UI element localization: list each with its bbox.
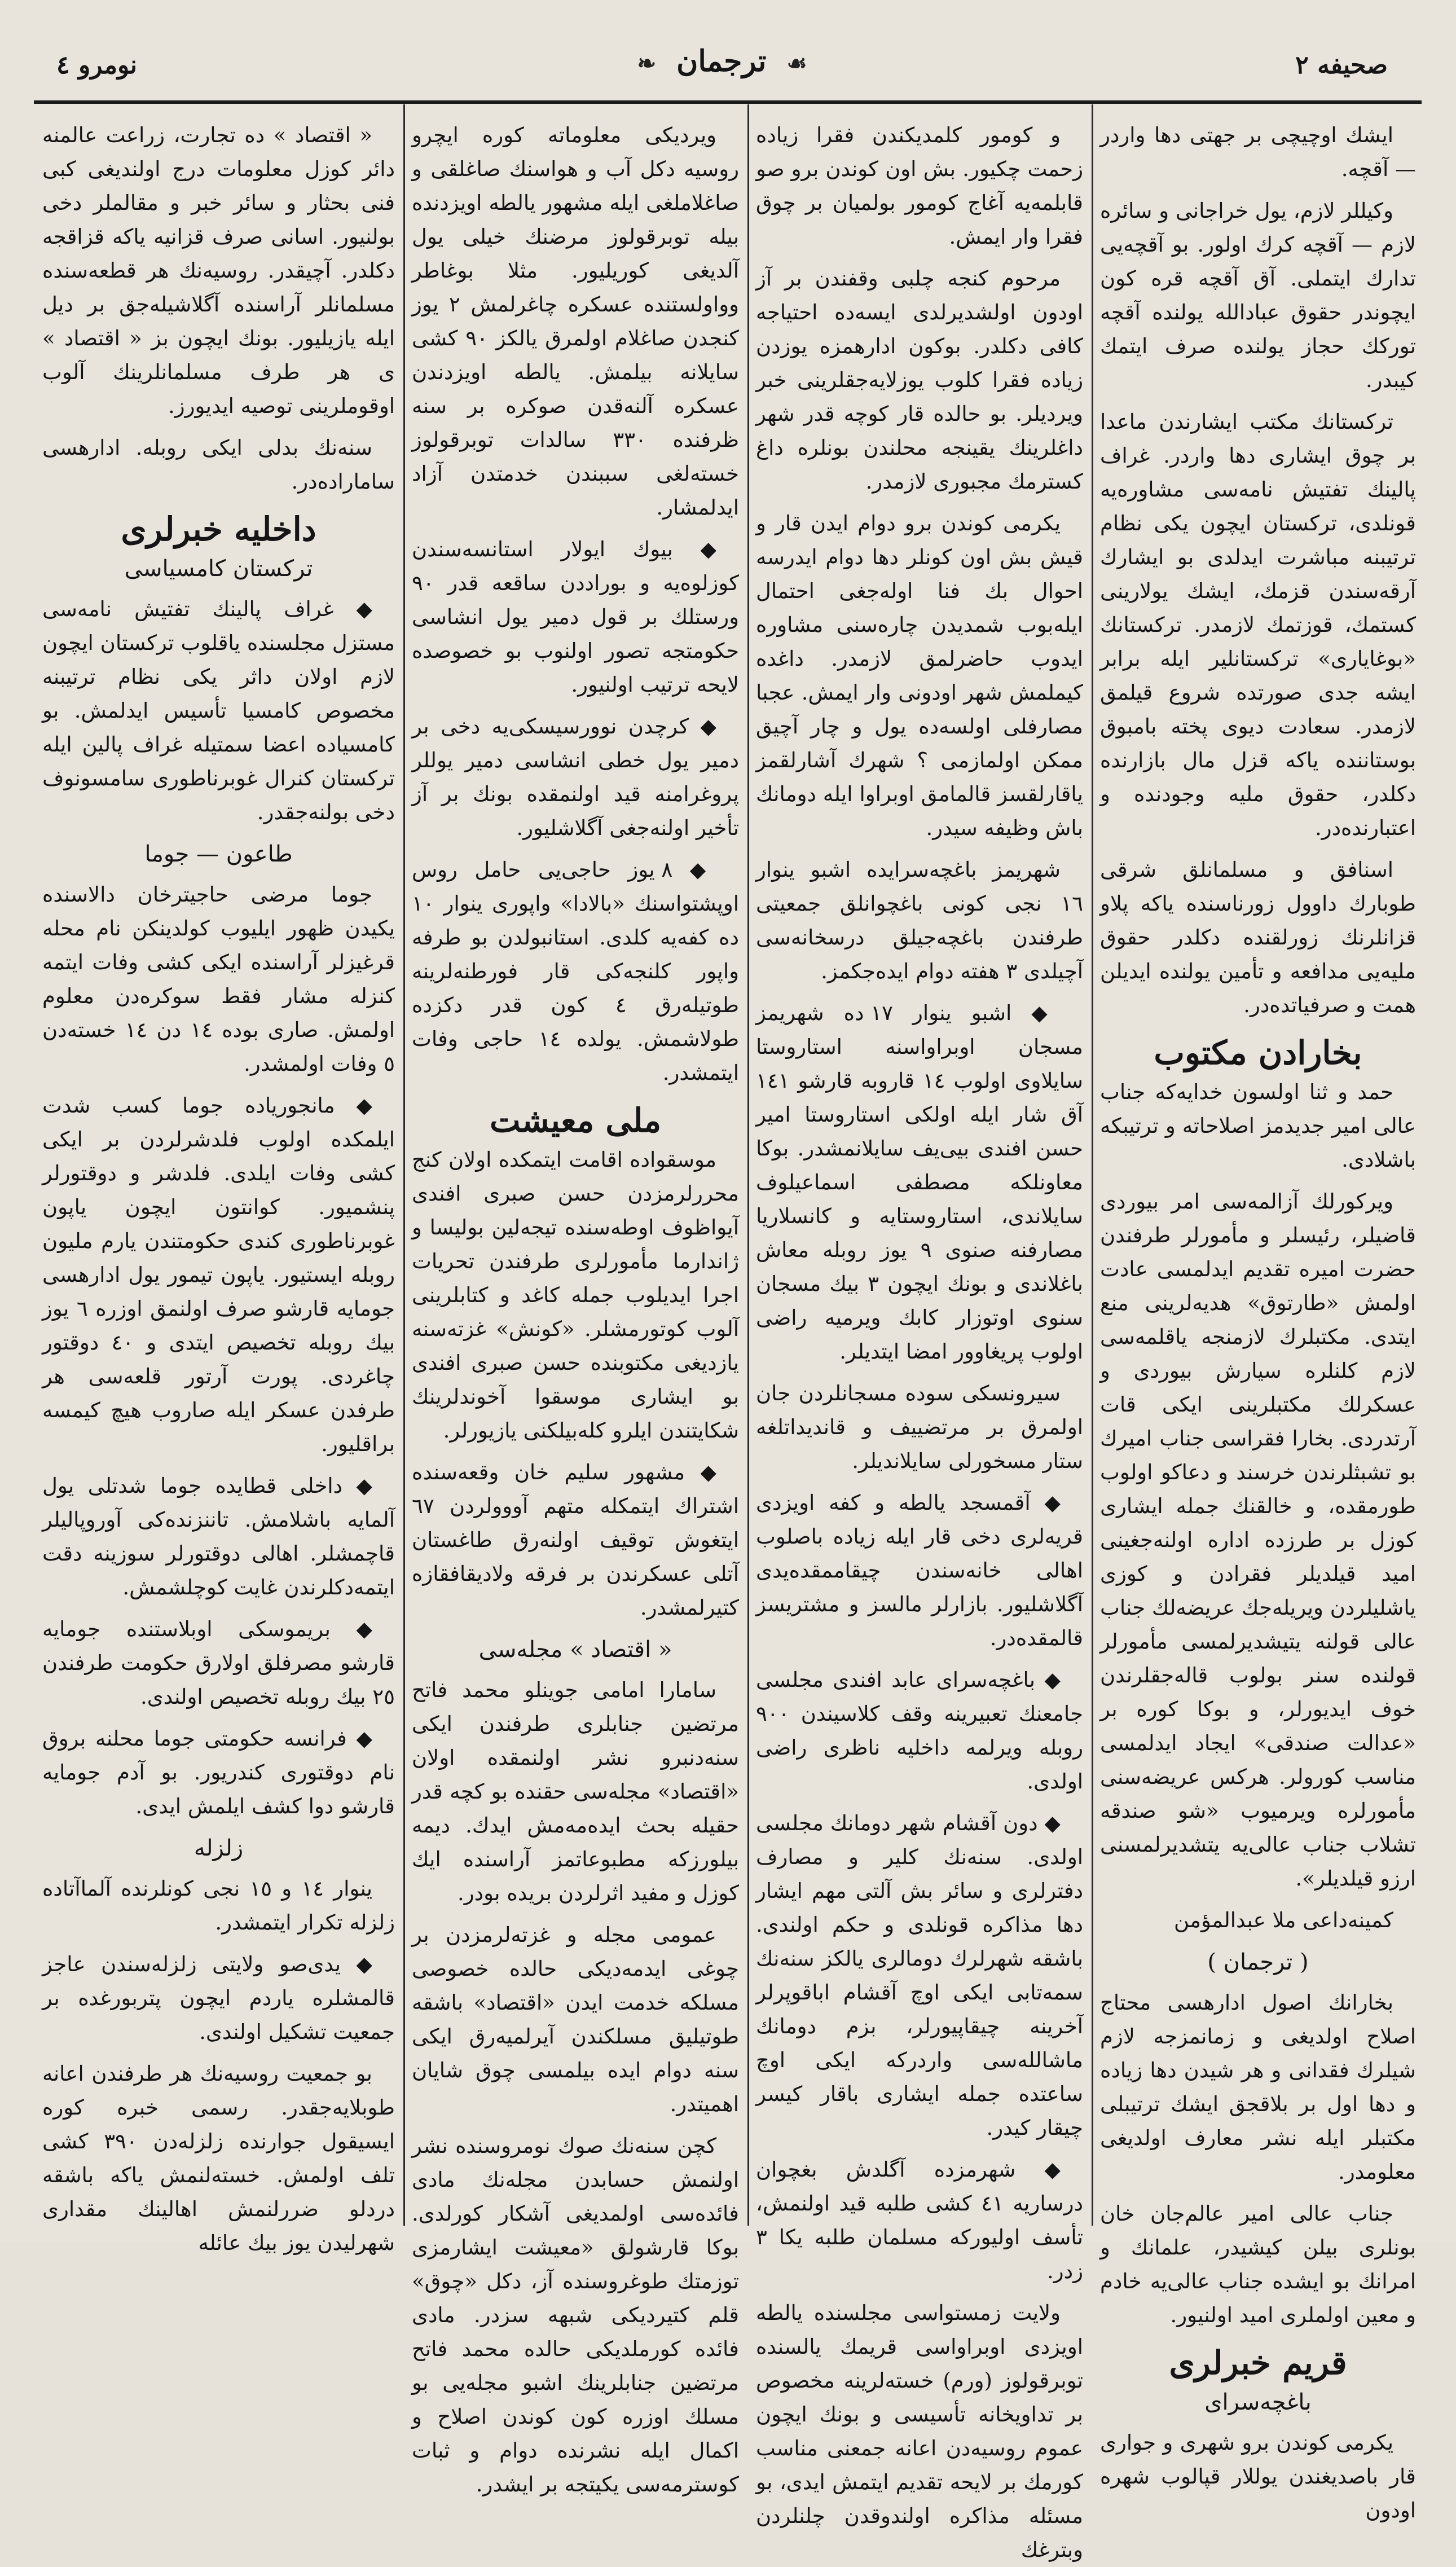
article-paragraph: اسنافق و مسلمانلق شرقی طوبارك داوول زورناسنده یاکه پلاو قزانلرنك زورلقنده دکلدر حقوق ملیه‌یی مدافعه و تأمین یولنده ایدیلن همت و صرفیاتده‌در. [1100, 858, 1416, 1017]
article-paragraph: ◆ اشبو ینوار ١٧ ده شهریمز مسجان اوبراواسنه استاروستا سایلاوی اولوب ١٤ قاروبه قارشو ١٤١ آق شار ایله اولکی استاروستا امیر حسن افندی بیی‌یف سایلانمشدر. بوکا معاونلکه مصطفی اسماعیلوف سایلاندی، استاروستایه و کانسلاریا مصارفنه صنوی ٩ یوز روبله معاش باغلاندی و بونك ایچون ٣ بیك مسجان سنوی اوتوزار کابك ویرمیه راضی اولوب پریغاوور امضا ایتدیلر. [756, 1001, 1084, 1364]
article-paragraph: وکیللر لازم، یول خراجانی و سائره لازم — آقچه کرك اولور. بو آقچه‌یی تدارك ایتملی. آق آقچه قره کون ایچوندر حقوق عبادالله یولنده آقچه تورکك حجاز یولنده صرف ایتمك کیبدر. [1100, 199, 1416, 392]
column-rule-1 [1092, 104, 1093, 2226]
article-paragraph: یکرمی کوندن برو دوام ایدن قار و قیش بش اون کونلر دها دوام ایدرسه احوال بك فنا اوله‌جغی احتمال ایله‌بوب شمدیدن چاره‌سنی مشاوره ایدوب حاضرلمق لازمدر. داغده کیملمش شهر اودونی وار ایمش. عجبا مصارفلی اولسه‌ده یول و چار آچیق ممکن اولمازمی ؟ شهرك آشارلقمز یاقارلقسز قالمامق اوبراوا ایله دومانك باش وظیفه سیدر. [756, 511, 1083, 840]
article-paragraph: ◆ کرچدن نوورسیسکی‌یه دخی بر دمیر یول خطی انشاسی دمیر یوللر پروغرامنه قید اولنمقده بونك بر آز تأخیر اولنه‌جغی آگلاشلیور. [412, 714, 739, 840]
section-heading: بخارادن مکتوب [1154, 1034, 1362, 1072]
article-paragraph: و کومور کلمدیکندن فقرا زیاده زحمت چکیور. بش اون کوندن برو صو قابلمه‌یه آغاج کومور بولمیان بر چوق فقرا وار ایمش. [756, 123, 1083, 249]
column-1 [1100, 118, 1416, 2522]
article-paragraph: عمومی مجله و غزته‌لرمزدن بر چوغی ایدمه‌دیکی حالده خصوصی مسلکه خدمت ایدن «اقتصاد» باشقه طوتیلیق مسلکندن آیرلمیه‌رق ایکی سنه دوام ایده بیلمسی چوق شایان اهمیتدر. [412, 1923, 739, 2116]
issue-label: نومرو ٤ [56, 51, 138, 80]
page-label: صحیفه ۲ [1295, 51, 1388, 80]
newspaper-title [627, 44, 817, 78]
section-subheading: طاعون — جوما [144, 841, 293, 867]
article-paragraph: حمد و ثنا اولسون خدایه‌که جناب عالی امیر جدیدمز اصلاحاته و ترتیبکه باشلادی. [1100, 1080, 1416, 1172]
article-paragraph: ینوار ١٤ و ١٥ نجی کونلرنده آلماآتاده زلزله تکرار ایتمشدر. [42, 1876, 395, 1935]
article-paragraph: موسقواده اقامت ایتمکده اولان کنج محررلرمزدن حسن صبری افندی آیواظوف اوطه‌سنده تیجه‌لین بولیسا و ژاندارما مأمورلری طرفندن تحریات اجرا ایدیلوب جمله کاغد و کتابلرینی آلوب کوتورمشلر. «کونش» غزته‌سنه یازدیغی مکتوبنده حسن صبری افندی بو ایشاری موسقوا آخوندلرینك شکایتندن ایلرو کله‌بیلکنی یازیورلر. [412, 1148, 739, 1443]
article-paragraph: ◆ بریموسکی اوبلاستنده جومایه قارشو مصرفلق اولارق حکومت طرفندن ٢٥ بیك روبله تخصیص اولندی. [42, 1617, 395, 1709]
article-paragraph: ◆ باغچه‌سرای عابد افندی مجلسی جامعنك تعبیرینه وقف کلاسیندن ٩٠٠ روبله ویرلمه داخلیه ناظری راضی اولدی. [756, 1668, 1083, 1794]
newspaper-title-text: ترجمان [676, 44, 767, 78]
section-subheading: « اقتصاد » مجله‌سی [478, 1637, 672, 1663]
article-paragraph: کچن سنه‌نك صوك نومروسنده نشر اولنمش حسابدن مجله‌نك مادی فائده‌سی اولمدیغی آشکار کورلدی. بوکا قارشولق «معیشت ایشارمزی توزمتك طوغروسنده آز، دکل «چوق» قلم کتیردیکی شبهه سزدر. مادی فائده کورملدیکی حالده محمد فاتح مرتضین جنابلرینك اشبو مجله‌یی بو مسلك اوزره کون کوندن اصلاح و اکمال ایله نشرنده دوام و ثبات کوسترمه‌سی یکیتجه بر ایشدر. [412, 2134, 739, 2496]
masthead-rule [34, 100, 1422, 104]
section-subheading: ( ترجمان ) [1207, 1949, 1309, 1975]
article-paragraph: کمینه‌داعی ملا عبدالمؤمن [1174, 1908, 1393, 1932]
article-paragraph: ◆ ٨ یوز حاجی‌یی حامل روس اوپشتواسنك «بالادا» واپوری ینوار ١٠ ده کفه‌یه کلدی. استانبولدن بو طرفه واپور کلنجه‌کی قار فورطنه‌لرینه طوتیله‌رق ٤ کون قدر دکزده طولاشمش. یولده ١٤ حاجی وفات ایتمشدر. [412, 858, 739, 1085]
article-paragraph: جناب عالی امیر عالم‌جان خان بونلری بیلن کیشیدر، علمانك و امرانك بو ایشده جناب عالی‌یه خادم و معین اولملری امید اولنیور. [1100, 2201, 1416, 2327]
article-paragraph: ◆ یدی‌صو ولایتی زلزله‌سندن عاجز قالمشلره یاردم ایچون پتربورغده بر جمعیت تشکیل اولندی. [42, 1952, 395, 2044]
article-paragraph: ◆ مانجوریاده جوما کسب شدت ایلمکده اولوب فلدشرلردن بر ایکی کشی وفات ایلدی. فلدشر و دوقتورلر پنشمیور. کوانتون ایچون یاپون غوبرناطوری کندی حکومتندن یارم ملیون روبله ایستیور. یاپون تیمور یول ادارهسی جومایه قارشو صرف اولنمق اوزره ٦ یوز بیك روبله تخصیص ایتدی و ٤٠ دوقتور چاغردی. پورت آرتور قلعه‌سی هر طرفدن عسکر ایله صاروب هیچ کیمسه براقلیور. [42, 1093, 395, 1456]
article-paragraph: سامارا امامی جوینلو محمد فاتح مرتضین جنابلری طرفندن ایکی سنه‌دنبرو نشر اولنمقده اولان «اقتصاد» مجله‌سی حقنده بو کچه قدر حقیله بحث ایده‌مه‌مش ایدك. دیمه بیلورزکه مطبوعاتمز آراسنده ایك کوزل و مفید اثرلردن بریده بودر. [412, 1678, 739, 1905]
section-subheading: زلزله [193, 1835, 244, 1861]
article-paragraph: ترکستانك مکتب ایشارندن ماعدا بر چوق ایشاری دها واردر. غراف پالینك تفتیش نامه‌سی مشاوره‌یه قونلدی، ترکستان ایچون یکی نظام ترتیبنه مباشرت ایدلدی بو ایشارك آرقه‌سندن قزمك، ایشك یولارینی کستمك، قوزتمك لازمدر. ترکستانك «بوغایاری» ترکستانلیر ایله برابر ایشه جدی صورتده شروع قیلمق لازمدر. سعادت دیوی پخته بامبوق بوستاننده یاکه قزل مال بازارنده دکلدر، حقوق ملیه وجودنده و اعتبارنده‌در. [1100, 410, 1416, 840]
section-heading: داخلیه خبرلری [121, 510, 316, 548]
article-paragraph: ◆ داخلی قطایده جوما شدتلی یول آلمایه باشلامش. تاننزنده‌کی آوروپالیلر قاچمشلر. اهالی دوقتورلر سوزینه دقت ایتمه‌دکلرندن غایت کوچلشمش. [42, 1474, 395, 1599]
article-paragraph: ایشك اوچیچی بر جهتی دها واردر — آقچه. [1100, 123, 1416, 181]
section-heading: ملی معیشت [489, 1101, 662, 1140]
article-paragraph: ◆ دون آقشام شهر دومانك مجلسی اولدی. سنه‌نك کلیر و مصارف دفترلری و سائر بش آلتی مهم ایشار دها مذاکره قونلدی و حکم اولندی. باشقه شهرلرك دومالری یالکز سنه‌نك سمه‌تابی ایکی اوچ آقشام اباقوپرلر آخرینه چیقاپیورلر، بزم دومانك ماشالله‌سی واردرکه ایکی اوچ ساعتده جمله ایشاری باقار کیسر چیقار کیدر. [756, 1811, 1083, 2140]
article-paragraph: یکرمی کوندن برو شهری و جواری قار باصدیغندن یوللار قپالوب شهره اودون [1100, 2430, 1416, 2522]
column-rule-3 [403, 104, 405, 2226]
article-paragraph: ◆ بیوك ایولار استانسه‌سندن کوزلوه‌یه و بوراددن ساقعه قدر ٩٠ ورستلك بر قول دمیر یول انشاسی حکومتجه تصور اولنوب بو خصوصده لایحه ترتیب اولنیور. [412, 537, 739, 697]
article-paragraph: ◆ غراف پالینك تفتیش نامه‌سی مستزل مجلسنده یاقلوب ترکستان ایچون لازم اولان داثر یکی نظام ترتیبنه مخصوص کامسیا تأسیس ایدلمش. بو کامسیاده اعضا سمتیله غراف پالین ایله ترکستان کنرال غوبرناطوری سامسونوف دخی بولنه‌جقدر. [42, 597, 395, 824]
column-3 [412, 118, 739, 2496]
article-paragraph: جوما مرضی حاجیترخان دالاسنده یکیدن ظهور ایلیوب کولدینکن نام محله قرغیزلر آراسنده ایکی کشی وفات ایتمه کنزله مشار فقط سوکره‌دن معلوم اولمش. صاری بوده ١٤ دن ١٤ خسته‌دن ٥ وفات اولمشدر. [42, 882, 395, 1076]
article-paragraph: ◆ آقمسجد یالطه و کفه اویزدی قریه‌لری دخی قار ایله زیاده باصلوب اهالی خانه‌سندن چیقاممقده‌یدی آگلاشلیور. بازارلر مالسز و مشتریسز قالمقده‌در. [756, 1491, 1083, 1650]
column-2 [756, 118, 1084, 2562]
article-paragraph: بو جمعیت روسیه‌نك هر طرفندن اعانه طوبلایه‌جقدر. رسمی خبره کوره ایسیقول جوارنده زلزله‌دن ٣٩٠ کشی تلف اولمش. خسته‌لنمش یاکه باشقه دردلو ضررلنمش اهالینك مقداری شهرلیدن یوز بیك عائله [42, 2061, 395, 2255]
article-paragraph: ولایت زمستواسی مجلسنده یالطه اویزدی اوبراواسی قریمك یالسنده توبرقولوز (ورم) خسته‌لرینه مخصوص بر تداویخانه تأسیسی و بونك ایچون عموم روسیه‌دن اعانه جمعنی مناسب کورمك بر لایحه تقدیم ایتمش ایدی، بو مسئله مذاکره اولندوقدن چلنلردن وبترغك [756, 2301, 1083, 2562]
column-rule-2 [747, 104, 749, 2226]
article-paragraph: ◆ شهرمزده آگلدش بغچوان درساریه ٤١ کشی طلبه قید اولنمش، تأسف اولیورکه مسلمان طلبه یکا ٣ زدر. [756, 2157, 1083, 2283]
article-paragraph: ویرکورلك آزالمه‌سی امر بیوردی قاضیلر، رئیسلر و مأمورلر طرفندن حضرت امیره تقدیم ایدلمسی عادت اولمش «طارتوق» هدیه‌لرینی منع ایتدی. مکتبلرك لازمنجه یاقلمه‌سی لازم کلنلره سیارش بیوردی و عسکرلك مکتبلرینی ایکی قات آرتدردی. بخارا فقراسی جناب امیرك بو تشبثلرندن خرسند و دعاکو اولوب طورمقده، و خالقنك جمله ایشاری کوزل بر طرزده اداره اولنه‌جغینی امید قیلدیلر فقرادن و کوزی یاشلیلردن ویریله‌جك عریضه‌لك جناب عالی قولنه یتیشدیرلمسی مأمورلر قولنده سنر بولوب قاله‌جقلرندن خوف ایدیورلر، و بوکا کوره بر «عدالت صندقی» ایجاد ایدلمسی مناسب کورولر. هرکس عریضه‌سنی مأمورلره ویرمیوب «شو صندقه تشلاب جناب عالی‌یه یتشدیرلمسنی ارزو قیلدیلر». [1100, 1189, 1416, 1891]
article-paragraph: سنه‌نك بدلی ایکی روبله. ادارهسی سامارا‌ده‌در. [42, 436, 395, 494]
article-paragraph: شهریمز باغچه‌سرایده اشبو ینوار ١٦ نجی کونی باغچوانلق جمعیتی طرفندن باغچه‌جیلق درسخانه‌سی آچیلدی ٣ هفته دوام ایده‌جکمز. [756, 858, 1083, 983]
article-paragraph: مرحوم کنجه چلبی وقفندن بر آز اودون اولشدیرلدی ایسه‌ده احتیاجه کافی دکلدر. بوکون ادارهمزه یوزدن زیاده فقرا کلوب یوزلایه‌جقلرینی خبر ویردیلر. بو حالده قار کوچه قدر شهر داغلرینك یقینجه محلندن بونلره داغ کسترمك مجبوری لازمدر. [756, 266, 1083, 494]
article-paragraph: ◆ مشهور سلیم خان وقعه‌سنده اشتراك ایتمکله متهم آووولردن ٦٧ ایتغوش توقیف اولنه‌رق طاغستان آتلی عسکرندن بر فرقه ولادیقافقازه کتیرلمشدر. [412, 1460, 739, 1620]
section-subheading: ترکستان کامسیاسی [124, 556, 313, 582]
section-subheading: باغچه‌سرای [1204, 2389, 1312, 2415]
article-paragraph: سیرونسکی سوده مسجانلردن جان اولمرق بر مرتضییف و قاندیداتلغه ستار مسخورلی سایلاندیلر. [756, 1381, 1083, 1473]
masthead [34, 39, 1410, 102]
column-4 [42, 118, 395, 2255]
article-paragraph: « اقتصاد » ده تجارت، زراعت عالمنه دائر کوزل معلومات درج اولندیغی کبی فنی بحثار و سائر خبر و مقالملر دخی بولنیور. اسانی صرف قزانیه یاکه قزاقجه دکلدر. آچیقدر. روسیه‌نك هر قطعه‌سنده مسلمانلر آراسنده آگلاشیله‌جق بر دیل ایله یازیلیور. بونك ایچون بز « اقتصاد » ی هر طرف مسلمانلرینك آلوب اوقوملرینی توصیه ایدیورز. [42, 123, 395, 418]
article-paragraph: ◆ فرانسه حکومتی جوما محلنه بروق نام دوقتوری کندریور. بو آدم جومایه قارشو دوا کشف ایلمش ایدی. [42, 1726, 395, 1818]
article-paragraph: بخارانك اصول ادارهسی محتاج اصلاح اولدیغی و زمانمزجه لازم شیلرك فقدانی و هر شیدن دها زیاده و دها اول بر بلاقجق ایشك ترتیبلی مکتبلر ایله نشر معارف اولدیغی معلومدر. [1100, 1990, 1416, 2184]
ornament-left-icon: ❧ [637, 50, 657, 77]
article-paragraph: ویردیکی معلوماته کوره ایچرو روسیه دکل آب و هواسنك صاغلقی و صاغلاملغی ایله مشهور یالطه اویزدنده بیله توبرقولوز مرضنك خیلی یول آلدیغی کوریلیور. مثلا بوغاطر وواولستنده عسکره چاغرلمش ٢ یوز کنجدن صاغلام اولمرق یالکز ٩٠ کشی سایلانه بیلمش. یالطه اویزدندن عسکره آلنه‌قدن صوکره بر سنه ظرفنده ٣٣٠ سالدات توبرقولوز خسته‌لغی سببندن خدمتدن آزاد ایدلمشار. [412, 123, 739, 520]
section-heading: قریم خبرلری [1169, 2344, 1347, 2382]
ornament-right-icon: ☙ [786, 50, 807, 77]
